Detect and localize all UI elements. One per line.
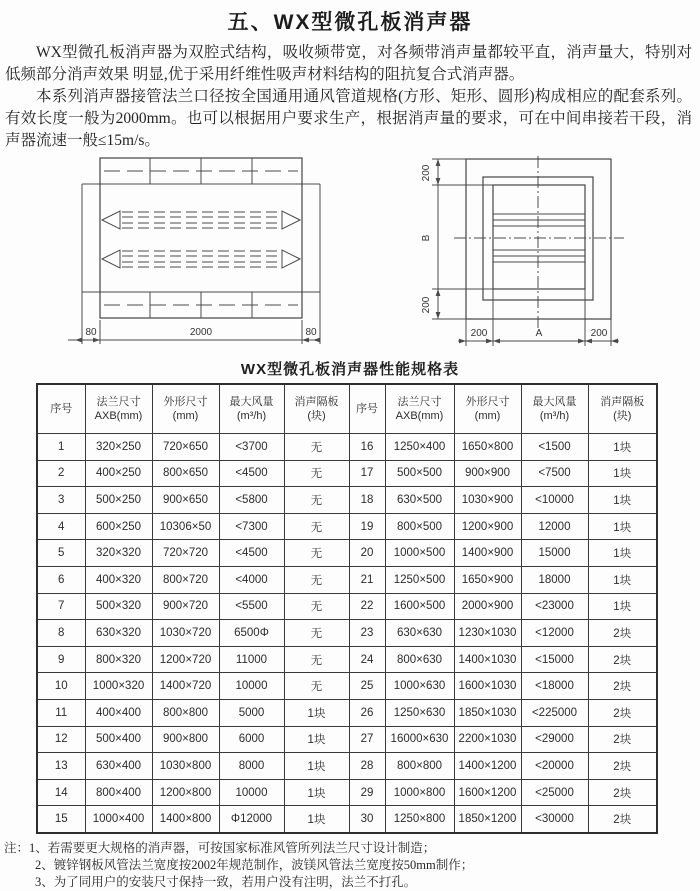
note-line: 2、镀锌钢板风管法兰宽度按2002年规范制作，波镁风管法兰宽度按50mm制作； bbox=[35, 857, 474, 872]
table-cell: 10306×50 bbox=[152, 513, 219, 540]
table-cell: 800×500 bbox=[385, 513, 454, 540]
table-cell: 1650×900 bbox=[454, 566, 521, 593]
table-cell: 无 bbox=[284, 566, 349, 593]
column-header: 最大风量 (m³/h) bbox=[219, 384, 284, 434]
table-cell: 400×320 bbox=[85, 566, 152, 593]
table-title: WX型微孔板消声器性能规格表 bbox=[240, 361, 460, 378]
table-cell: 16000×630 bbox=[385, 726, 454, 753]
table-cell: 2块 bbox=[588, 806, 657, 833]
table-cell: 无 bbox=[284, 487, 349, 514]
table-cell: <25000 bbox=[521, 779, 588, 806]
table-cell: <29000 bbox=[521, 726, 588, 753]
table-cell: 1250×630 bbox=[385, 699, 454, 726]
dim-label-top-200: 200 bbox=[421, 164, 432, 182]
table-cell: 6 bbox=[37, 566, 85, 593]
table-cell: 1400×900 bbox=[454, 540, 521, 567]
table-cell: 22 bbox=[349, 593, 385, 620]
table-cell: 无 bbox=[284, 540, 349, 567]
table-cell: 900×720 bbox=[152, 593, 219, 620]
table-cell: 2块 bbox=[588, 673, 657, 700]
column-header: 最大风量 (m³/h) bbox=[521, 384, 588, 434]
table-cell: 2块 bbox=[588, 753, 657, 780]
table-row bbox=[37, 726, 657, 753]
column-header: 外形尺寸 (mm) bbox=[152, 384, 219, 434]
note-line: 注：1、若需要更大规格的消声器，可按国家标准风管所列法兰尺寸设计制造； bbox=[4, 840, 436, 855]
table-cell: 1块 bbox=[284, 726, 349, 753]
table-cell: 26 bbox=[349, 699, 385, 726]
table-cell: 25 bbox=[349, 673, 385, 700]
table-cell: 12 bbox=[37, 726, 85, 753]
table-cell: 16 bbox=[349, 434, 385, 461]
table-cell: 1230×1030 bbox=[454, 620, 521, 647]
table-cell: 1650×800 bbox=[454, 434, 521, 461]
table-cell: 1块 bbox=[588, 513, 657, 540]
table-row bbox=[37, 434, 657, 461]
figures-row bbox=[0, 152, 700, 356]
table-cell: 4 bbox=[37, 513, 85, 540]
table-cell: 11000 bbox=[219, 646, 284, 673]
table-cell: 1200×800 bbox=[152, 779, 219, 806]
table-cell: 19 bbox=[349, 513, 385, 540]
table-cell: <225000 bbox=[521, 699, 588, 726]
table-cell: <18000 bbox=[521, 673, 588, 700]
table-cell: 1 bbox=[37, 434, 85, 461]
column-header: 序号 bbox=[349, 384, 385, 434]
table-header-row bbox=[37, 384, 657, 434]
table-cell: 2200×1030 bbox=[454, 726, 521, 753]
table-cell: 500×320 bbox=[85, 593, 152, 620]
table-cell: 1000×320 bbox=[85, 673, 152, 700]
table-cell: 900×900 bbox=[454, 460, 521, 487]
table-cell: 1600×1200 bbox=[454, 779, 521, 806]
dim-label-length: 2000 bbox=[189, 327, 213, 338]
table-cell: 1块 bbox=[588, 487, 657, 514]
table-cell: 1000×400 bbox=[85, 806, 152, 833]
silencer-side-view-diagram bbox=[62, 156, 324, 356]
column-header: 消声隔板 (块) bbox=[284, 384, 349, 434]
table-cell: 1850×1200 bbox=[454, 806, 521, 833]
table-row bbox=[37, 620, 657, 647]
table-cell: <15000 bbox=[521, 646, 588, 673]
table-cell: Φ12000 bbox=[219, 806, 284, 833]
table-cell: 8000 bbox=[219, 753, 284, 780]
table-cell: 1块 bbox=[284, 753, 349, 780]
column-header: 序号 bbox=[37, 384, 85, 434]
table-cell: 800×630 bbox=[385, 646, 454, 673]
table-cell: 18 bbox=[349, 487, 385, 514]
spec-table bbox=[36, 383, 658, 834]
table-cell: 400×250 bbox=[85, 460, 152, 487]
table-cell: 500×500 bbox=[385, 460, 454, 487]
table-cell: 1400×720 bbox=[152, 673, 219, 700]
table-cell: 无 bbox=[284, 646, 349, 673]
table-cell: 6000 bbox=[219, 726, 284, 753]
table-cell: <20000 bbox=[521, 753, 588, 780]
table-cell: 2块 bbox=[588, 646, 657, 673]
table-cell: 10000 bbox=[219, 779, 284, 806]
notes-block bbox=[4, 840, 700, 891]
table-row bbox=[37, 699, 657, 726]
table-cell: 5000 bbox=[219, 699, 284, 726]
table-cell: 1030×800 bbox=[152, 753, 219, 780]
table-cell: 11 bbox=[37, 699, 85, 726]
table-cell: 1400×1030 bbox=[454, 646, 521, 673]
table-cell: 30 bbox=[349, 806, 385, 833]
table-row bbox=[37, 487, 657, 514]
column-header: 法兰尺寸 AXB(mm) bbox=[385, 384, 454, 434]
table-row bbox=[37, 513, 657, 540]
table-cell: 1块 bbox=[588, 566, 657, 593]
table-cell: 10 bbox=[37, 673, 85, 700]
table-cell: 1030×900 bbox=[454, 487, 521, 514]
table-cell: 630×630 bbox=[385, 620, 454, 647]
table-cell: 1030×720 bbox=[152, 620, 219, 647]
table-cell: 600×250 bbox=[85, 513, 152, 540]
table-cell: 800×800 bbox=[385, 753, 454, 780]
table-cell: 1000×500 bbox=[385, 540, 454, 567]
table-cell: <5500 bbox=[219, 593, 284, 620]
table-cell: 320×250 bbox=[85, 434, 152, 461]
table-cell: 28 bbox=[349, 753, 385, 780]
table-cell: <4500 bbox=[219, 540, 284, 567]
dim-label-b: B bbox=[421, 234, 432, 242]
table-cell: 1250×800 bbox=[385, 806, 454, 833]
column-header: 外形尺寸 (mm) bbox=[454, 384, 521, 434]
table-cell: 1块 bbox=[588, 593, 657, 620]
table-cell: 1400×1200 bbox=[454, 753, 521, 780]
table-cell: 27 bbox=[349, 726, 385, 753]
table-cell: 720×650 bbox=[152, 434, 219, 461]
table-cell: 1400×800 bbox=[152, 806, 219, 833]
table-cell: 8 bbox=[37, 620, 85, 647]
table-cell: 1块 bbox=[284, 806, 349, 833]
table-cell: 1块 bbox=[588, 540, 657, 567]
table-cell: 400×400 bbox=[85, 699, 152, 726]
table-row bbox=[37, 460, 657, 487]
table-cell: 21 bbox=[349, 566, 385, 593]
dim-label-right-200: 200 bbox=[590, 328, 608, 339]
table-cell: 2块 bbox=[588, 779, 657, 806]
silencer-cross-section-diagram bbox=[412, 156, 692, 356]
table-cell: 20 bbox=[349, 540, 385, 567]
table-row bbox=[37, 673, 657, 700]
table-cell: 1250×500 bbox=[385, 566, 454, 593]
table-cell: 1850×1030 bbox=[454, 699, 521, 726]
table-cell: 800×800 bbox=[152, 699, 219, 726]
table-cell: 无 bbox=[284, 620, 349, 647]
table-cell: 9 bbox=[37, 646, 85, 673]
table-row bbox=[37, 540, 657, 567]
table-cell: <7300 bbox=[219, 513, 284, 540]
table-cell: 800×320 bbox=[85, 646, 152, 673]
table-cell: 29 bbox=[349, 779, 385, 806]
dim-label-a: A bbox=[535, 328, 543, 339]
table-cell: 500×400 bbox=[85, 726, 152, 753]
table-cell: 5 bbox=[37, 540, 85, 567]
intro-paragraph-1: WX型微孔板消声器为双腔式结构，吸收频带宽，对各频带消声量都较平直，消声量大，特别对低频部分消声效果 明显,优于采用纤维性吸声材料结构的阻抗复合式消声器。 bbox=[5, 44, 692, 83]
dim-label-left-200: 200 bbox=[470, 328, 488, 339]
table-row bbox=[37, 779, 657, 806]
table-cell: <3700 bbox=[219, 434, 284, 461]
table-cell: 15000 bbox=[521, 540, 588, 567]
table-cell: 1块 bbox=[284, 779, 349, 806]
table-cell: 1块 bbox=[588, 460, 657, 487]
table-cell: <4500 bbox=[219, 460, 284, 487]
table-cell: 1块 bbox=[588, 434, 657, 461]
table-cell: <23000 bbox=[521, 593, 588, 620]
table-cell: 2 bbox=[37, 460, 85, 487]
table-cell: 630×400 bbox=[85, 753, 152, 780]
table-cell: 1块 bbox=[284, 699, 349, 726]
table-cell: 630×500 bbox=[385, 487, 454, 514]
dim-label-flange-left: 80 bbox=[85, 327, 97, 338]
table-cell: <1500 bbox=[521, 434, 588, 461]
table-cell: 1600×500 bbox=[385, 593, 454, 620]
intro-paragraph-2: 本系列消声器接管法兰口径按全国通用通风管道规格(方形、矩形、圆形)构成相应的配套系列。有效长度一般为2000mm。也可以根据用户要求生产，根据消声量的要求，可在中间串接若干段，消声器流速一般≤15m/s。 bbox=[5, 88, 692, 149]
table-cell: <7500 bbox=[521, 460, 588, 487]
table-cell: 1600×1030 bbox=[454, 673, 521, 700]
table-cell: 1200×720 bbox=[152, 646, 219, 673]
table-cell: 18000 bbox=[521, 566, 588, 593]
table-cell: 2块 bbox=[588, 726, 657, 753]
table-row bbox=[37, 753, 657, 780]
table-cell: 6500Φ bbox=[219, 620, 284, 647]
table-row bbox=[37, 566, 657, 593]
table-row bbox=[37, 593, 657, 620]
table-row bbox=[37, 646, 657, 673]
table-cell: 7 bbox=[37, 593, 85, 620]
table-cell: 800×400 bbox=[85, 779, 152, 806]
intro-text bbox=[0, 42, 700, 152]
table-cell: 无 bbox=[284, 513, 349, 540]
table-cell: 900×800 bbox=[152, 726, 219, 753]
table-cell: 无 bbox=[284, 460, 349, 487]
table-cell: 无 bbox=[284, 434, 349, 461]
table-cell: 2块 bbox=[588, 620, 657, 647]
table-cell: 无 bbox=[284, 593, 349, 620]
table-cell: 800×720 bbox=[152, 566, 219, 593]
column-header: 消声隔板 (块) bbox=[588, 384, 657, 434]
table-cell: 15 bbox=[37, 806, 85, 833]
table-cell: <5800 bbox=[219, 487, 284, 514]
table-cell: <10000 bbox=[521, 487, 588, 514]
table-cell: 1250×400 bbox=[385, 434, 454, 461]
table-cell: <4000 bbox=[219, 566, 284, 593]
table-cell: 无 bbox=[284, 673, 349, 700]
dim-label-bottom-200: 200 bbox=[421, 296, 432, 314]
page-title: 五、WX型微孔板消声器 bbox=[227, 11, 473, 34]
table-cell: <30000 bbox=[521, 806, 588, 833]
table-cell: 13 bbox=[37, 753, 85, 780]
table-cell: 3 bbox=[37, 487, 85, 514]
table-cell: 630×320 bbox=[85, 620, 152, 647]
table-cell: 900×650 bbox=[152, 487, 219, 514]
table-cell: 1000×630 bbox=[385, 673, 454, 700]
table-cell: 23 bbox=[349, 620, 385, 647]
cross-section-inner-outline bbox=[493, 185, 585, 289]
table-cell: 24 bbox=[349, 646, 385, 673]
note-line: 3、为了同用户的安装尺寸保持一致，若用户没有注明，法兰不打孔。 bbox=[35, 874, 417, 889]
table-cell: <12000 bbox=[521, 620, 588, 647]
table-cell: 10000 bbox=[219, 673, 284, 700]
table-cell: 500×250 bbox=[85, 487, 152, 514]
table-cell: 1000×800 bbox=[385, 779, 454, 806]
table-cell: 2块 bbox=[588, 699, 657, 726]
table-cell: 2000×900 bbox=[454, 593, 521, 620]
dim-label-flange-right: 80 bbox=[305, 327, 317, 338]
column-header: 法兰尺寸 AXB(mm) bbox=[85, 384, 152, 434]
table-cell: 320×320 bbox=[85, 540, 152, 567]
table-cell: 800×650 bbox=[152, 460, 219, 487]
table-cell: 17 bbox=[349, 460, 385, 487]
table-cell: 12000 bbox=[521, 513, 588, 540]
table-row bbox=[37, 806, 657, 833]
table-cell: 720×720 bbox=[152, 540, 219, 567]
table-cell: 1200×900 bbox=[454, 513, 521, 540]
table-cell: 14 bbox=[37, 779, 85, 806]
